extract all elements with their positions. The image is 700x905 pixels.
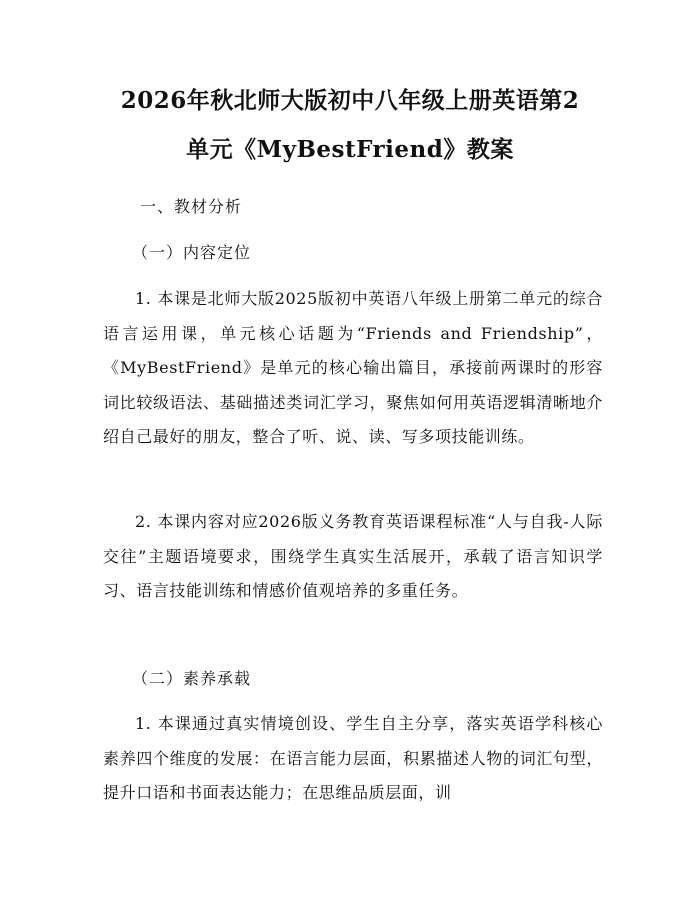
subsection-heading-literacy: （二）素养承载 [132, 669, 252, 688]
paragraph-2: 2. 本课内容对应2026版义务教育英语课程标准“人与自我-人际交往”主题语境要求，围绕学生真实生活展开，承载了语言知识学习、语言技能训练和情感价值观培养的多重任务。 [103, 512, 603, 600]
paragraph-1: 1. 本课是北师大版2025版初中英语八年级上册第二单元的综合语言运用课，单元核心话题为“Friends and Friendship”，《MyBestFriend》是单元的核心输出篇目，承接前两课时的形容词比较级语法、基础描述类词汇学习，聚焦如何用英语逻辑清晰地介绍自己最好的朋友，整合了听、说、读、写多项技能训练。 [103, 289, 603, 446]
paragraph-3: 1. 本课通过真实情境创设、学生自主分享，落实英语学科核心素养四个维度的发展：在语言能力层面，积累描述人物的词汇句型，提升口语和书面表达能力；在思维品质层面，训 [103, 714, 603, 802]
document-title-line-2: 单元《MyBestFriend》教案 [186, 136, 514, 163]
document-title-line-1: 2026年秋北师大版初中八年级上册英语第2 [120, 87, 580, 114]
section-heading-textbook-analysis: 一、教材分析 [140, 197, 243, 216]
subsection-heading-content-positioning: （一）内容定位 [132, 243, 252, 262]
